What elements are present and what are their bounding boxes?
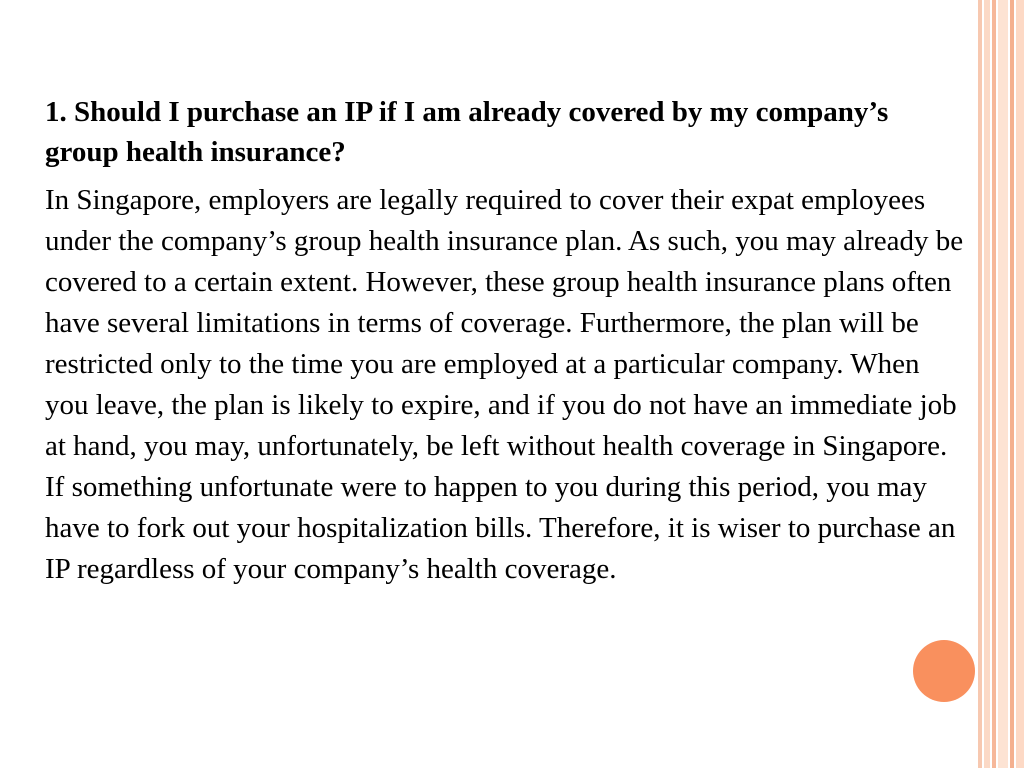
decorative-stripe bbox=[1010, 0, 1014, 768]
decorative-stripe bbox=[984, 0, 990, 768]
decorative-stripe bbox=[992, 0, 996, 768]
decorative-stripe bbox=[998, 0, 1008, 768]
slide-heading: 1. Should I purchase an IP if I am already covered by my company’s group health insurance? bbox=[45, 96, 889, 168]
accent-circle-icon bbox=[913, 640, 975, 702]
slide-body-text: In Singapore, employers are legally required to cover their expat employees under the company’s group health insurance plan. As such, you may already be covered to a certain extent. However, these group health insurance plans often have several limitations in terms of coverage. Furthermore, the plan will be restricted only to the time you are employed at a particular company. When you leave, the plan is likely to expire, and if you do not have an immediate job at hand, you may, unfortunately, be left without health coverage in Singapore. If something unfortunate were to happen to you during this period, you may have to fork out your hospitalization bills. Therefore, it is wiser to purchase an IP regardless of your company’s health coverage. bbox=[45, 184, 964, 585]
decorative-stripe bbox=[1016, 0, 1024, 768]
decorative-stripe bbox=[978, 0, 982, 768]
slide-content bbox=[45, 92, 965, 590]
